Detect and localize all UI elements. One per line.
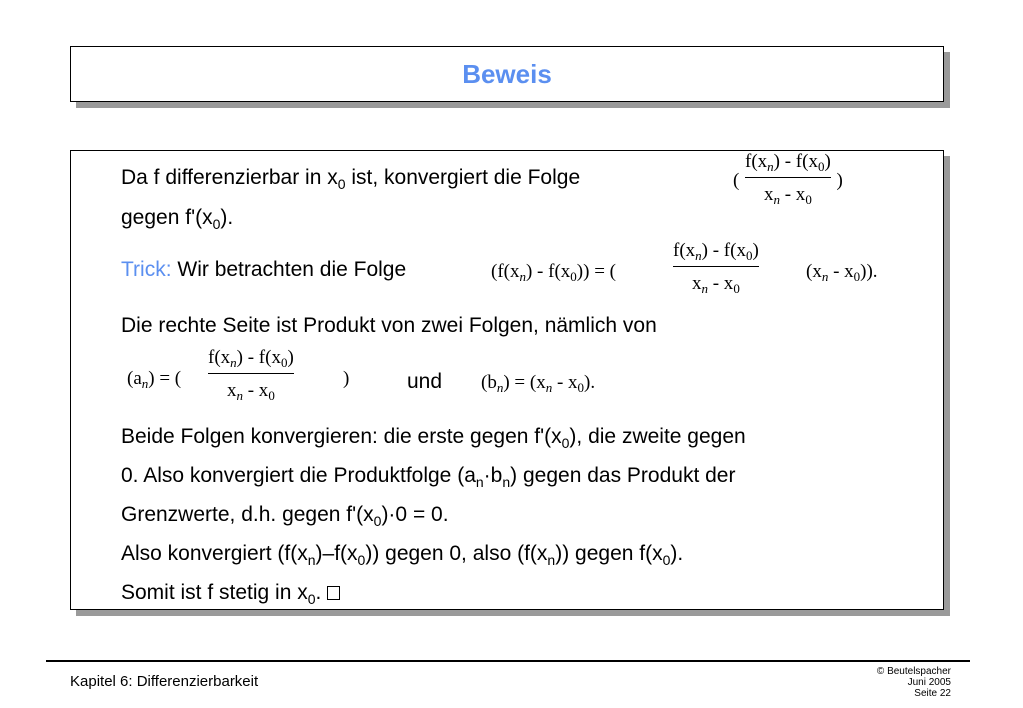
und-label: und — [407, 370, 443, 393]
proof-line-4: Beide Folgen konvergieren: die erste gegen $f'(x_0)$, die zweite gegen — [121, 425, 746, 451]
footer-chapter: Kapitel 6: Differenzierbarkeit — [70, 673, 259, 690]
footer-info — [877, 666, 951, 699]
trick-label: Trick: — [121, 258, 172, 281]
qed-square-icon — [327, 586, 340, 600]
proof-line-2: gegen $f'(x_0)$. — [121, 206, 234, 232]
formula-trick-right: $(x_n - x_0)$). — [806, 261, 878, 284]
footer-copyright: © Beutelspacher — [876, 666, 951, 677]
formula-trick-left: $(f(x_n) - f(x_0))$ = ( — [491, 261, 616, 284]
proof-line-1: Da f differenzierbar in $x_0$ ist, konvergiert die Folge — [121, 166, 581, 192]
footer-date: Juni 2005 — [907, 677, 951, 688]
proof-line-7: Also konvergiert $(f(x_n)-f(x_0))$ gegen 0, also $(f(x_n))$ gegen $f(x_0)$. — [121, 542, 684, 568]
proof-line-5: 0. Also konvergiert die Produktfolge $(a_n\cdot b_n)$ gegen das Produkt der — [121, 464, 736, 490]
formula-an-fraction: $f(x_n) - f(x_0)$ $x_n - x_0$ — [208, 347, 294, 403]
proof-line-6: Grenzwerte, d.h. gegen $f'(x_0)\cdot 0 = 0$. — [121, 503, 449, 529]
trick-line: Trick: Wir betrachten die Folge — [121, 258, 407, 281]
formula-an-right: ) — [343, 368, 350, 389]
footer-page: Seite 22 — [914, 688, 951, 699]
proof-line-8: Somit ist f stetig in $x_0$. — [121, 582, 340, 603]
title-box — [70, 46, 944, 102]
content-box — [70, 150, 944, 610]
formula-an-left: $(a_n)$ = ( — [127, 368, 182, 391]
footer-divider — [46, 660, 970, 662]
formula-trick-fraction: $f(x_n) - f(x_0)$ $x_n - x_0$ — [673, 240, 759, 296]
slide-title: Beweis — [462, 58, 552, 89]
proof-line-3: Die rechte Seite ist Produkt von zwei Folgen, nämlich von — [121, 314, 657, 337]
formula-sequence-1: ( $f(x_n) - f(x_0)$ $x_n - x_0$ ) — [733, 151, 843, 207]
formula-bn: $(b_n) = (x_n - x_0)$. — [481, 372, 596, 395]
